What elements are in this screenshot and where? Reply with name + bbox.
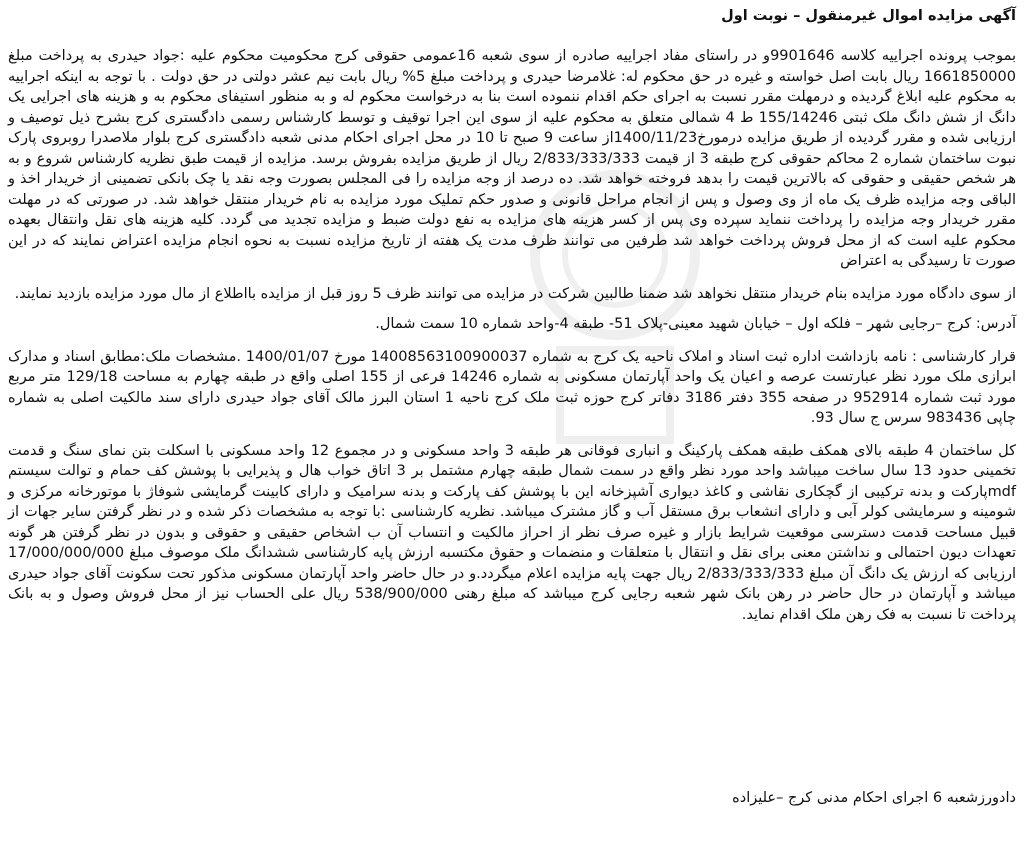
- notice-title: آگهی مزایده اموال غیرمنقول – نوبت اول: [721, 8, 1016, 24]
- notice-paragraph-building-details: کل ساختمان 4 طبقه بالای همکف طبقه همکف پارکینگ و انباری فوقانی هر طبقه 3 واحد مسکونی و در مجموع 12 واحد مسکونی با اسکلت بتن نمای سنگ و قدمت تخمینی حدود 13 سال ساخت میباشد واحد مورد نظر واقع در سمت شمال طبقه چهارم مشتمل بر 3 اتاق خواب هال و پذیرایی با پوشش کف حمام و توالت سیستم mdfپارکت و بدنه ترکیبی از گچکاری نقاشی و کاغذ دیواری آشپزخانه این با پوشش کف پارکت و بدنه سرامیک و دارای کابینت گرمایشی شوفاژ با موتورخانه مرکزی و شومینه و سرمایشی کولر آبی و دارای انشعاب برق مستقل آب و گاز مشترک میباشد. نظریه کارشناسی :با توجه به مشخصات ذکر شده و در نظر گرفتن سایر جهات از قبیل مساحت قدمت دسترسی موقعیت شرایط بازار و غیره صرف نظر از احراز مالکیت و انتساب آن ب اشخاص حقیقی و حقوقی و بدون در نظر گرفتن هر گونه تعهدات دیون احتمالی و نداشتن معنی برای نقل و انتقال با متعلقات و منضمات و حقوق مکتسبه ارزش پایه کارشناسی ششدانگ ملک موصوف مبلغ 17/000/000/000 ارزیابی که ارزش یک دانگ آن مبلغ 2/833/333/333 ریال جهت پایه مزایده اعلام میگردد.و در حال حاضر واحد آپارتمان مسکونی مذکور تحت سکونت آقای جواد حیدری میباشد و آپارتمان در حال حاضر در رهن بانک شهر شعبه رجایی کرج میباشد که مبلغ رهنی 538/900/000 ریال علی الحساب نیز از محل فروش وصول و به بانک پرداخت تا نسبت به فک رهن ملک اقدام نماید.: [8, 442, 1016, 623]
- notice-paragraph-visit: از سوی دادگاه مورد مزایده بنام خریدار منتقل نخواهد شد ضمنا طالبین شرکت در مزایده می توانند ظرف 5 روز قبل از مزایده بااطلاع از مال مورد مزایده بازدید نمایند.: [14, 285, 1016, 302]
- notice-signature: دادورزشعبه 6 اجرای احکام مدنی کرج –علیزاده: [732, 790, 1016, 806]
- notice-paragraph-main: بموجب پرونده اجراییه کلاسه 9901646و در راستای مفاد اجراییه صادره از سوی شعبه 16عمومی حقوقی کرج محکومیت محکوم علیه :جواد حیدری به پرداخت مبلغ 1661850000 ریال بابت اصل خواسته و غیره در حق محکوم له: غلامرضا حیدری و پرداخت مبلغ 5% ریال بابت نیم عشر دولتی در حق دولت . با توجه به اینکه اجراییه به محکوم علیه ابلاغ گردیده و درمهلت مقرر نسبت به اجرای حکم اقدام ننموده است بنا به درخواست محکوم له و به منظور استیفای محکوم به و هزینه های اجرایی یک دانگ از شش دانگ ملک ثبتی 155/14246 ط 4 شمالی متعلق به محکوم علیه از سوی این اجرا توقیف و توسط کارشناس رسمی دادگستری کرج بشرح ذیل توصیف و ارزیابی شده و مقرر گردیده از طریق مزایده درمورخ1400/11/23از ساعت 9 صبح تا 10 در محل اجرای احکام مدنی شعبه دادگستری کرج بلوار ملاصدرا روبروی پارک نبوت ساختمان شماره 2 محاکم حقوقی کرج طبقه 3 از قیمت 2/833/333/333 ریال از طریق مزایده بفروش برسد. مزایده از قیمت طبق نظریه کارشناس شروع و به هر شخص حقیقی و حقوقی که بالاترین قیمت را بدهد فروخته خواهد شد. ده درصد از وجه مزایده را فی المجلس بصورت وجه نقد یا چک بانکی تضمینی از خریدار اخذ و الباقی وجه مزایده ظرف یک ماه از وی وصول و پس از انجام مراحل قانونی و صدور حکم تملیک مورد مزایده به نام خریدار منتقل خواهد شد. در صورتی که در مهلت مقرر خریدار وجه مزایده را پرداخت ننماید سپرده وی پس از کسر هزینه های مزایده به نفع دولت ضبط و مزایده تجدید می گردد. کلیه هزینه های نقل وانتقال بعهده محکوم علیه است که از محل فروش پرداخت خواهد شد طرفین می توانند ظرف مدت یک هفته از تاریخ مزایده نسبت به نحوه انجام مزایده اعتراض نمایند که در این صورت تا رسیدگی به اعتراض: [8, 48, 1016, 269]
- notice-paragraph-address: آدرس: کرج –رجایی شهر – فلکه اول – خیابان شهید معینی-پلاک 51- طبقه 4-واحد شماره 10 سمت شمال.: [375, 316, 1016, 332]
- notice-paragraph-expert-order: قرار کارشناسی : نامه بازداشت اداره ثبت اسناد و املاک ناحیه یک کرج به شماره 14008563100900037 مورخ 1400/01/07 .مشخصات ملک:مطابق اسناد و مدارک ابرازی ملک مورد نظر عبارتست عرصه و اعیان یک واحد آپارتمان مسکونی به شماره 14246 فرعی از 155 اصلی واقع در طبقه چهارم به مساحت 129/18 متر مربع مورد ثبت شماره 952914 در صفحه 355 دفتر 3186 دفاتر کرج حوزه ثبت ملک کرج ناحیه 1 استان البرز مالک آقای جواد حیدری دارای سند مالکیت اصلی به شماره چاپی 983436 سرس ج سال 93.: [8, 348, 1016, 426]
